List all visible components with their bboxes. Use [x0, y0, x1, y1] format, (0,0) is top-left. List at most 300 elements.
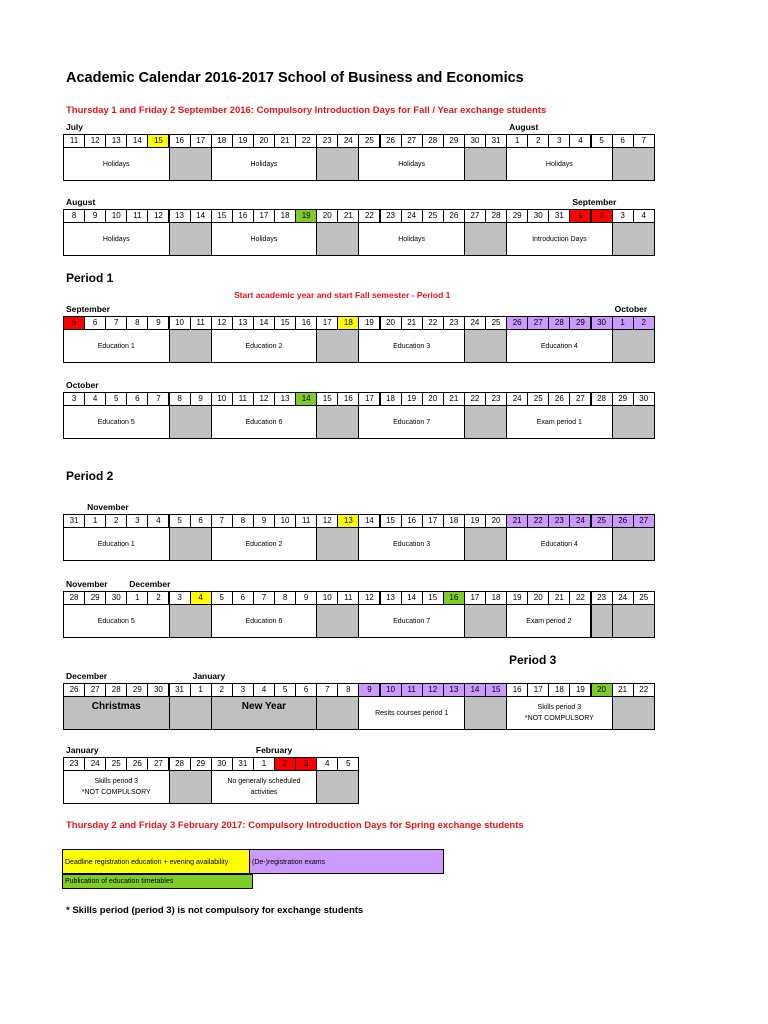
- day-cell: 16: [401, 514, 423, 528]
- month-label: February: [255, 745, 293, 755]
- weekend-block: [464, 696, 507, 730]
- activity-block: [358, 222, 465, 256]
- month-label: December: [66, 671, 108, 681]
- activity-label: No generally scheduled: [227, 778, 301, 785]
- day-cell: 16: [443, 591, 465, 605]
- month-label: October: [66, 380, 99, 390]
- day-cell: 16: [506, 683, 528, 697]
- day-cell: 11: [337, 591, 359, 605]
- day-cell: 21: [612, 683, 634, 697]
- activity-label: Exam period 1: [536, 418, 582, 426]
- activity-block: [506, 405, 613, 439]
- day-cell: 23: [591, 591, 613, 605]
- activity-block: [358, 405, 465, 439]
- activity-label: Resits courses period 1: [375, 709, 449, 717]
- day-cell: 11: [295, 514, 317, 528]
- day-cell: 22: [633, 683, 655, 697]
- day-cell: 7: [633, 134, 655, 148]
- day-cell: 10: [211, 392, 233, 406]
- day-cell: 8: [169, 392, 191, 406]
- weekend-block: [169, 527, 212, 561]
- day-cell: 7: [105, 316, 127, 330]
- day-cell: 24: [464, 316, 486, 330]
- day-cell: 26: [612, 514, 634, 528]
- day-cell: 29: [443, 134, 465, 148]
- day-cell: 14: [401, 591, 423, 605]
- day-cell: 6: [126, 392, 148, 406]
- day-cell: 21: [548, 591, 570, 605]
- day-cell: 15: [147, 134, 169, 148]
- day-cell: 12: [84, 134, 106, 148]
- weekend-block: [169, 696, 212, 730]
- month-label: August: [509, 122, 539, 132]
- day-cell: 14: [358, 514, 380, 528]
- activity-label: Holidays: [102, 235, 130, 243]
- day-cell: 13: [232, 316, 254, 330]
- day-cell: 6: [232, 591, 254, 605]
- activity-label: Education 5: [97, 418, 135, 426]
- period-3-heading: Period 3: [509, 653, 557, 667]
- day-cell: 24: [506, 392, 528, 406]
- day-cell: 30: [147, 683, 169, 697]
- day-cell: 15: [274, 316, 296, 330]
- day-cell: 15: [422, 591, 444, 605]
- day-cell: 2: [527, 134, 549, 148]
- day-cell: 30: [105, 591, 127, 605]
- activity-block: [506, 329, 613, 363]
- activity-block: [211, 222, 318, 256]
- day-cell: 12: [253, 392, 275, 406]
- day-cell: 29: [506, 209, 528, 223]
- day-cell: 27: [464, 209, 486, 223]
- weekend-block: [612, 527, 655, 561]
- day-cell: 21: [401, 316, 423, 330]
- day-cell: 27: [633, 514, 655, 528]
- day-cell: 17: [358, 392, 380, 406]
- day-cell: 19: [295, 209, 317, 223]
- day-cell: 8: [63, 209, 85, 223]
- weekend-block: [316, 222, 359, 256]
- month-label: January: [192, 671, 226, 681]
- weekend-block: [464, 329, 507, 363]
- day-cell: 26: [443, 209, 465, 223]
- activity-block: [211, 527, 318, 561]
- day-cell: 16: [232, 209, 254, 223]
- day-cell: 1: [84, 514, 106, 528]
- day-cell: 8: [274, 591, 296, 605]
- day-cell: 4: [84, 392, 106, 406]
- day-cell: 1: [569, 209, 591, 223]
- weekend-block: [316, 604, 359, 638]
- day-cell: 10: [380, 683, 402, 697]
- day-cell: 8: [232, 514, 254, 528]
- day-cell: 12: [211, 316, 233, 330]
- day-cell: 28: [63, 591, 85, 605]
- period-1-heading: Period 1: [66, 271, 114, 285]
- day-cell: 27: [527, 316, 549, 330]
- day-cell: 13: [169, 209, 191, 223]
- day-cell: 30: [464, 134, 486, 148]
- day-cell: 26: [506, 316, 528, 330]
- day-cell: 12: [147, 209, 169, 223]
- day-cell: 11: [190, 316, 212, 330]
- day-cell: 11: [63, 134, 85, 148]
- day-cell: 2: [211, 683, 233, 697]
- activity-label: Education 2: [245, 540, 283, 548]
- day-cell: 1: [253, 757, 275, 771]
- day-cell: 19: [401, 392, 423, 406]
- day-cell: 22: [527, 514, 549, 528]
- activity-label: Education 4: [540, 342, 578, 350]
- day-cell: 15: [380, 514, 402, 528]
- day-cell: 6: [84, 316, 106, 330]
- day-cell: 13: [337, 514, 359, 528]
- day-cell: 3: [612, 209, 634, 223]
- day-cell: 3: [232, 683, 254, 697]
- day-cell: 22: [358, 209, 380, 223]
- day-cell: 18: [274, 209, 296, 223]
- day-cell: 9: [190, 392, 212, 406]
- day-cell: 23: [443, 316, 465, 330]
- day-cell: 29: [84, 591, 106, 605]
- weekend-block: [612, 147, 655, 181]
- month-label: December: [129, 579, 171, 589]
- day-cell: 31: [548, 209, 570, 223]
- day-cell: 23: [380, 209, 402, 223]
- day-cell: 4: [569, 134, 591, 148]
- day-cell: 2: [147, 591, 169, 605]
- day-cell: 31: [232, 757, 254, 771]
- activity-label: Education 1: [97, 342, 135, 350]
- activity-block: [63, 604, 170, 638]
- activity-label: Education 5: [97, 617, 135, 625]
- activity-block: [63, 770, 170, 804]
- day-cell: 30: [527, 209, 549, 223]
- day-cell: 11: [232, 392, 254, 406]
- day-cell: 26: [548, 392, 570, 406]
- day-cell: 9: [295, 591, 317, 605]
- weekend-block: [169, 147, 212, 181]
- activity-block: [211, 770, 318, 804]
- activity-block: [358, 527, 465, 561]
- day-cell: 18: [211, 134, 233, 148]
- activity-block: [211, 604, 318, 638]
- day-cell: 25: [633, 591, 655, 605]
- day-cell: 25: [422, 209, 444, 223]
- day-cell: 17: [190, 134, 212, 148]
- weekend-block: [316, 770, 359, 804]
- day-cell: 20: [422, 392, 444, 406]
- day-cell: 30: [591, 316, 613, 330]
- weekend-block: [612, 222, 655, 256]
- day-cell: 22: [295, 134, 317, 148]
- day-cell: 9: [147, 316, 169, 330]
- day-cell: 20: [253, 134, 275, 148]
- day-cell: 25: [105, 757, 127, 771]
- period-1-subtitle: Start academic year and start Fall semester - Period 1: [234, 290, 451, 300]
- day-cell: 7: [147, 392, 169, 406]
- day-cell: 6: [295, 683, 317, 697]
- activity-label: Holidays: [250, 235, 278, 243]
- month-label: July: [66, 122, 84, 132]
- day-cell: 22: [569, 591, 591, 605]
- day-cell: 31: [169, 683, 191, 697]
- activity-label: *NOT COMPULSORY: [81, 789, 151, 796]
- day-cell: 18: [337, 316, 359, 330]
- activity-label: Exam period 2: [526, 617, 572, 625]
- day-cell: 20: [527, 591, 549, 605]
- activity-label: Holidays: [102, 160, 130, 168]
- day-cell: 19: [232, 134, 254, 148]
- day-cell: 20: [485, 514, 507, 528]
- day-cell: 13: [105, 134, 127, 148]
- day-cell: 5: [591, 134, 613, 148]
- day-cell: 21: [443, 392, 465, 406]
- weekend-block: [316, 405, 359, 439]
- day-cell: 7: [211, 514, 233, 528]
- month-label: November: [66, 579, 108, 589]
- day-cell: 5: [169, 514, 191, 528]
- legend-deregistration: (De-)registration exams: [249, 849, 444, 874]
- day-cell: 21: [506, 514, 528, 528]
- activity-block: [211, 696, 318, 730]
- day-cell: 19: [506, 591, 528, 605]
- weekend-block: [169, 770, 212, 804]
- day-cell: 11: [126, 209, 148, 223]
- activity-block: [506, 147, 613, 181]
- day-cell: 6: [612, 134, 634, 148]
- day-cell: 12: [358, 591, 380, 605]
- weekend-block: [464, 604, 507, 638]
- activity-label: Holidays: [250, 160, 278, 168]
- day-cell: 23: [316, 134, 338, 148]
- activity-block: [506, 604, 591, 638]
- day-cell: 3: [126, 514, 148, 528]
- day-cell: 5: [63, 316, 85, 330]
- activity-label: Holidays: [545, 160, 573, 168]
- legend-deadline: Deadline registration education + evening availability: [62, 849, 250, 874]
- day-cell: 20: [591, 683, 613, 697]
- month-label: October: [614, 304, 648, 314]
- day-cell: 4: [253, 683, 275, 697]
- day-cell: 3: [295, 757, 317, 771]
- day-cell: 13: [443, 683, 465, 697]
- day-cell: 4: [316, 757, 338, 771]
- day-cell: 17: [316, 316, 338, 330]
- day-cell: 30: [211, 757, 233, 771]
- day-cell: 17: [422, 514, 444, 528]
- day-cell: 2: [105, 514, 127, 528]
- activity-label: *NOT COMPULSORY: [524, 715, 594, 722]
- day-cell: 10: [105, 209, 127, 223]
- day-cell: 16: [169, 134, 191, 148]
- weekend-block: [169, 405, 212, 439]
- weekend-block: [612, 405, 655, 439]
- footnote: * Skills period (period 3) is not compulsory for exchange students: [66, 905, 364, 916]
- day-cell: 29: [190, 757, 212, 771]
- weekend-block: [591, 604, 613, 638]
- day-cell: 1: [506, 134, 528, 148]
- weekend-block: [464, 405, 507, 439]
- activity-label: Education 6: [245, 617, 283, 625]
- day-cell: 1: [126, 591, 148, 605]
- day-cell: 17: [464, 591, 486, 605]
- day-cell: 24: [612, 591, 634, 605]
- month-label: September: [572, 197, 617, 207]
- day-cell: 28: [591, 392, 613, 406]
- day-cell: 20: [380, 316, 402, 330]
- day-cell: 5: [211, 591, 233, 605]
- activity-block: [506, 527, 613, 561]
- activity-label: Education 1: [97, 540, 135, 548]
- day-cell: 1: [612, 316, 634, 330]
- day-cell: 14: [126, 134, 148, 148]
- day-cell: 25: [485, 316, 507, 330]
- day-cell: 14: [253, 316, 275, 330]
- day-cell: 10: [316, 591, 338, 605]
- activity-label: Education 7: [393, 418, 431, 426]
- day-cell: 24: [337, 134, 359, 148]
- legend-publication: Publication of education timetables: [62, 874, 253, 889]
- day-cell: 19: [358, 316, 380, 330]
- activity-block: [63, 147, 170, 181]
- day-cell: 27: [569, 392, 591, 406]
- day-cell: 10: [274, 514, 296, 528]
- day-cell: 15: [485, 683, 507, 697]
- day-cell: 29: [126, 683, 148, 697]
- day-cell: 6: [190, 514, 212, 528]
- month-label: September: [66, 304, 110, 314]
- day-cell: 7: [316, 683, 338, 697]
- day-cell: 18: [548, 683, 570, 697]
- day-cell: 26: [63, 683, 85, 697]
- day-cell: 28: [422, 134, 444, 148]
- weekend-block: [316, 147, 359, 181]
- day-cell: 15: [211, 209, 233, 223]
- day-cell: 21: [337, 209, 359, 223]
- activity-label: Skills period 3: [537, 704, 582, 711]
- day-cell: 23: [63, 757, 85, 771]
- day-cell: 19: [569, 683, 591, 697]
- day-cell: 14: [190, 209, 212, 223]
- day-cell: 29: [612, 392, 634, 406]
- activity-label: Holidays: [398, 235, 426, 243]
- day-cell: 22: [464, 392, 486, 406]
- day-cell: 5: [337, 757, 359, 771]
- activity-block: [211, 405, 318, 439]
- day-cell: 27: [401, 134, 423, 148]
- month-label: August: [66, 197, 96, 207]
- weekend-block: [464, 527, 507, 561]
- activity-block: [358, 604, 465, 638]
- day-cell: 12: [422, 683, 444, 697]
- day-cell: 20: [316, 209, 338, 223]
- activity-label: Education 6: [245, 418, 283, 426]
- day-cell: 25: [527, 392, 549, 406]
- day-cell: 24: [569, 514, 591, 528]
- activity-block: [506, 222, 613, 256]
- day-cell: 29: [569, 316, 591, 330]
- day-cell: 5: [105, 392, 127, 406]
- day-cell: 28: [105, 683, 127, 697]
- day-cell: 13: [274, 392, 296, 406]
- day-cell: 10: [169, 316, 191, 330]
- weekend-block: [612, 604, 655, 638]
- weekend-block: [316, 527, 359, 561]
- activity-block: [63, 696, 170, 730]
- day-cell: 4: [147, 514, 169, 528]
- day-cell: 25: [591, 514, 613, 528]
- day-cell: 9: [358, 683, 380, 697]
- day-cell: 18: [380, 392, 402, 406]
- day-cell: 8: [126, 316, 148, 330]
- day-cell: 30: [633, 392, 655, 406]
- day-cell: 9: [84, 209, 106, 223]
- day-cell: 7: [253, 591, 275, 605]
- day-cell: 26: [380, 134, 402, 148]
- day-cell: 14: [295, 392, 317, 406]
- day-cell: 26: [126, 757, 148, 771]
- day-cell: 27: [84, 683, 106, 697]
- day-cell: 11: [401, 683, 423, 697]
- activity-label: Education 3: [393, 342, 431, 350]
- activity-label: Education 7: [393, 617, 431, 625]
- activity-block: [63, 405, 170, 439]
- activity-label: Education 2: [245, 342, 283, 350]
- day-cell: 25: [358, 134, 380, 148]
- day-cell: 28: [548, 316, 570, 330]
- activity-label: Christmas: [91, 701, 141, 712]
- day-cell: 16: [337, 392, 359, 406]
- day-cell: 17: [253, 209, 275, 223]
- activity-label: Education 4: [540, 540, 578, 548]
- weekend-block: [316, 696, 359, 730]
- day-cell: 28: [169, 757, 191, 771]
- day-cell: 5: [274, 683, 296, 697]
- day-cell: 13: [380, 591, 402, 605]
- day-cell: 17: [527, 683, 549, 697]
- day-cell: 4: [633, 209, 655, 223]
- activity-block: [211, 329, 318, 363]
- day-cell: 2: [633, 316, 655, 330]
- day-cell: 21: [274, 134, 296, 148]
- activity-label: Holidays: [398, 160, 426, 168]
- activity-block: [506, 696, 613, 730]
- weekend-block: [464, 147, 507, 181]
- weekend-block: [169, 329, 212, 363]
- weekend-block: [316, 329, 359, 363]
- day-cell: 18: [485, 591, 507, 605]
- day-cell: 2: [274, 757, 296, 771]
- day-cell: 22: [422, 316, 444, 330]
- day-cell: 23: [548, 514, 570, 528]
- day-cell: 31: [63, 514, 85, 528]
- month-label: January: [66, 745, 99, 755]
- activity-block: [358, 147, 465, 181]
- day-cell: 28: [485, 209, 507, 223]
- weekend-block: [612, 329, 655, 363]
- activity-label: Education 3: [393, 540, 431, 548]
- day-cell: 23: [485, 392, 507, 406]
- day-cell: 3: [63, 392, 85, 406]
- day-cell: 14: [464, 683, 486, 697]
- day-cell: 18: [443, 514, 465, 528]
- activity-label: Introduction Days: [532, 235, 587, 243]
- month-label: November: [87, 502, 129, 512]
- period-2-heading: Period 2: [66, 469, 114, 483]
- day-cell: 27: [147, 757, 169, 771]
- activity-label: New Year: [241, 701, 287, 712]
